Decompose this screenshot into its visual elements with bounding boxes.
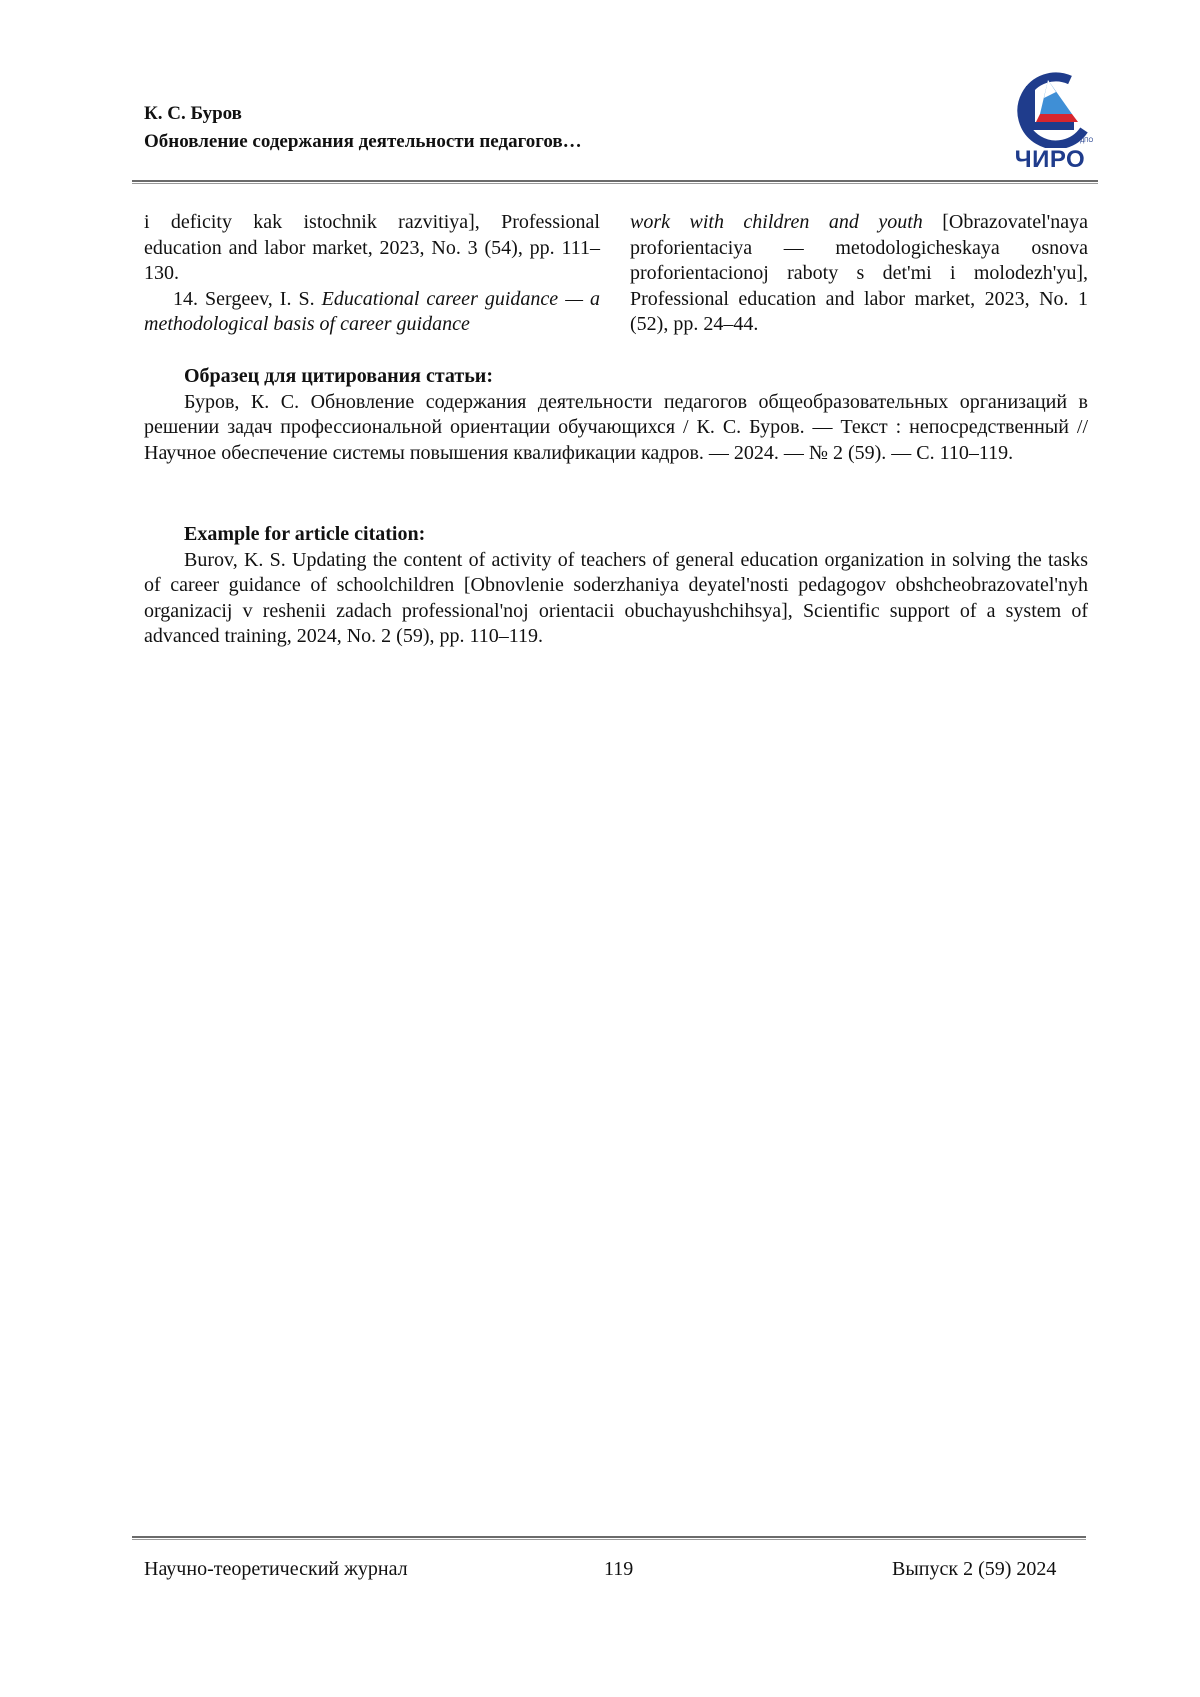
citation-en-heading: Example for article citation:	[144, 522, 1088, 548]
reference-14-title-continued: work with children and youth	[630, 211, 923, 233]
reference-14-number: 14. Sergeev, I. S.	[173, 288, 322, 310]
chiro-logo	[1000, 68, 1100, 174]
footer-journal: Научно-теоретический журнал	[144, 1556, 408, 1582]
citation-english	[144, 522, 1088, 650]
footer-issue: Выпуск 2 (59) 2024	[892, 1556, 1056, 1582]
running-head	[144, 100, 844, 156]
header-article-title: Обновление содержания деятельности педагогов…	[144, 128, 844, 156]
footer-divider	[132, 1536, 1086, 1540]
reference-14	[144, 287, 600, 338]
page-number: 119	[604, 1556, 633, 1582]
citation-russian	[144, 364, 1088, 466]
logo-wordmark: ЧИРО	[1000, 146, 1100, 174]
citation-ru-heading: Образец для цитирования статьи:	[144, 364, 1088, 390]
reference-13-tail: i deficity kak istochnik razvitiya], Professional education and labor market, 2023, No. 3 (54), pp. 111–130.	[144, 210, 600, 287]
reference-14-continuation	[630, 210, 1088, 338]
logo-emblem-icon	[1000, 68, 1100, 148]
citation-ru-body: Буров, К. С. Обновление содержания деятельности педагогов общеобразовательных организаций в решении задач профессиональной ориентации обучающихся / К. С. Буров. — Текст : непосредственный // Научное обеспечение системы повышения квалификации кадров. — 2024. — № 2 (59). — С. 110–119.	[144, 390, 1088, 467]
references-right-column	[630, 210, 1088, 338]
header-author: К. С. Буров	[144, 100, 844, 128]
logo-subtext: ГАУ ДПО	[1068, 138, 1093, 144]
reference-14-title: Educational career guidance — a methodological basis of career guidance	[144, 288, 600, 336]
reference-14-details: [Obrazovatel'naya proforientaciya — metodologicheskaya osnova proforientacionoj raboty s det'mi i molodezh'yu], Professional education and labor market, 2023, No. 1 (52), pp. 24–44.	[630, 211, 1088, 335]
references-left-column	[144, 210, 600, 338]
header-divider	[132, 180, 1098, 184]
citation-en-body: Burov, K. S. Updating the content of activity of teachers of general education organization in solving the tasks of career guidance of schoolchildren [Obnovlenie soderzhaniya deyatel'nosti pedagogov obshcheobrazovatel'nyh organizacij v reshenii zadach professional'noj orientacii obuchayushchihsya], Scientific support of a system of advanced training, 2024, No. 2 (59), pp. 110–119.	[144, 548, 1088, 650]
